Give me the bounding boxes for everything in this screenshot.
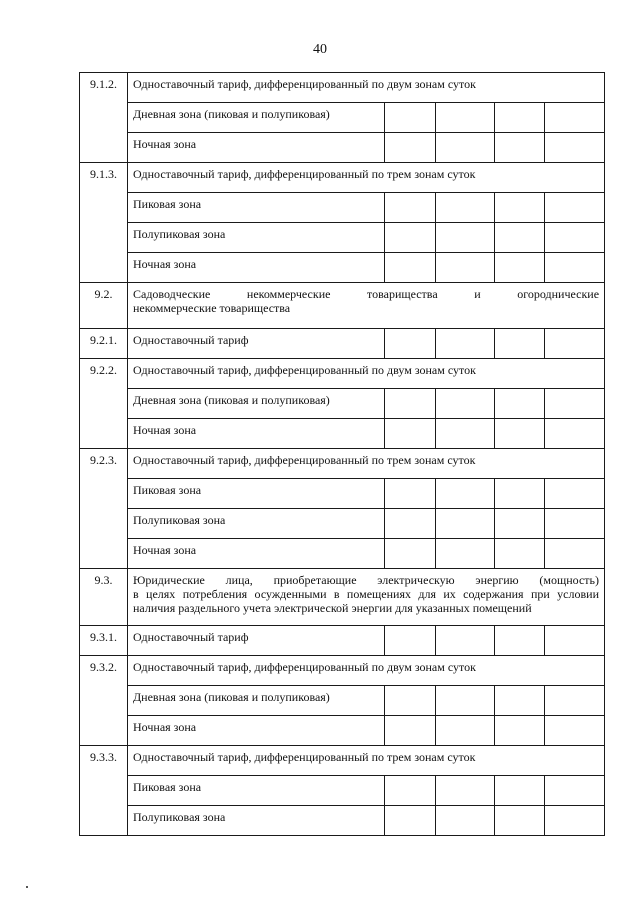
row-number: 9.3.3. <box>80 746 128 836</box>
value-cell <box>545 329 605 359</box>
table-row <box>80 716 605 746</box>
value-cell <box>495 103 545 133</box>
zone-label: Пиковая зона <box>128 776 385 806</box>
value-cell <box>436 539 495 569</box>
category-header-line: некоммерческие товарищества <box>133 301 291 315</box>
zone-label: Ночная зона <box>128 539 385 569</box>
value-cell <box>545 509 605 539</box>
row-number: 9.2.3. <box>80 449 128 569</box>
table-row <box>80 539 605 569</box>
value-cell <box>436 103 495 133</box>
tariff-title: Одноставочный тариф, дифференцированный по трем зонам суток <box>128 163 605 193</box>
zone-label: Ночная зона <box>128 253 385 283</box>
value-cell <box>545 223 605 253</box>
category-header <box>128 283 605 329</box>
row-number: 9.3.2. <box>80 656 128 746</box>
table-row <box>80 626 605 656</box>
value-cell <box>545 806 605 836</box>
value-cell <box>385 103 436 133</box>
table-row <box>80 73 605 103</box>
value-cell <box>495 539 545 569</box>
value-cell <box>495 253 545 283</box>
table-row <box>80 133 605 163</box>
table-row <box>80 656 605 686</box>
zone-label: Пиковая зона <box>128 193 385 223</box>
value-cell <box>385 776 436 806</box>
table-row <box>80 746 605 776</box>
category-header <box>128 569 605 626</box>
value-cell <box>495 716 545 746</box>
value-cell <box>385 539 436 569</box>
table-row <box>80 103 605 133</box>
table-row <box>80 509 605 539</box>
value-cell <box>385 509 436 539</box>
value-cell <box>495 509 545 539</box>
value-cell <box>436 419 495 449</box>
category-header-line: в целях потребления осужденными в помещениях для их содержания при условии <box>133 587 600 601</box>
value-cell <box>545 686 605 716</box>
value-cell <box>385 806 436 836</box>
table-row <box>80 253 605 283</box>
row-number: 9.2. <box>80 283 128 329</box>
table-row <box>80 569 605 626</box>
value-cell <box>436 193 495 223</box>
tariff-title: Одноставочный тариф <box>128 626 385 656</box>
table-row <box>80 449 605 479</box>
category-header-line: Юридические лица, приобретающие электрическую энергию (мощность) <box>133 573 600 587</box>
value-cell <box>436 626 495 656</box>
value-cell <box>545 716 605 746</box>
value-cell <box>545 479 605 509</box>
zone-label: Полупиковая зона <box>128 806 385 836</box>
value-cell <box>436 389 495 419</box>
value-cell <box>545 103 605 133</box>
table-row <box>80 359 605 389</box>
value-cell <box>436 479 495 509</box>
zone-label: Дневная зона (пиковая и полупиковая) <box>128 686 385 716</box>
table-row <box>80 283 605 329</box>
zone-label: Пиковая зона <box>128 479 385 509</box>
table-row <box>80 389 605 419</box>
table-row <box>80 419 605 449</box>
tariff-title: Одноставочный тариф, дифференцированный по двум зонам суток <box>128 656 605 686</box>
value-cell <box>495 686 545 716</box>
value-cell <box>436 223 495 253</box>
scan-speck <box>26 886 28 888</box>
value-cell <box>436 716 495 746</box>
zone-label: Полупиковая зона <box>128 509 385 539</box>
value-cell <box>495 389 545 419</box>
value-cell <box>495 626 545 656</box>
tariff-title: Одноставочный тариф, дифференцированный по двум зонам суток <box>128 73 605 103</box>
row-number: 9.1.3. <box>80 163 128 283</box>
value-cell <box>545 389 605 419</box>
value-cell <box>495 133 545 163</box>
tariff-title: Одноставочный тариф, дифференцированный по трем зонам суток <box>128 746 605 776</box>
value-cell <box>385 133 436 163</box>
table-row <box>80 193 605 223</box>
value-cell <box>545 626 605 656</box>
category-header-line: наличия раздельного учета электрической энергии для указанных помещений <box>133 601 532 615</box>
value-cell <box>436 509 495 539</box>
value-cell <box>495 419 545 449</box>
value-cell <box>385 389 436 419</box>
row-number: 9.3.1. <box>80 626 128 656</box>
value-cell <box>436 776 495 806</box>
value-cell <box>495 776 545 806</box>
table-row <box>80 806 605 836</box>
value-cell <box>385 419 436 449</box>
value-cell <box>545 193 605 223</box>
tariff-title: Одноставочный тариф, дифференцированный по трем зонам суток <box>128 449 605 479</box>
value-cell <box>495 479 545 509</box>
table-row <box>80 479 605 509</box>
value-cell <box>385 253 436 283</box>
table-row <box>80 686 605 716</box>
value-cell <box>385 479 436 509</box>
table-row <box>80 223 605 253</box>
zone-label: Дневная зона (пиковая и полупиковая) <box>128 103 385 133</box>
value-cell <box>385 329 436 359</box>
value-cell <box>436 329 495 359</box>
zone-label: Ночная зона <box>128 133 385 163</box>
value-cell <box>495 329 545 359</box>
zone-label: Ночная зона <box>128 419 385 449</box>
value-cell <box>385 716 436 746</box>
category-header-line: Садоводческие некоммерческие товарищества и огороднические <box>133 287 600 301</box>
tariff-title: Одноставочный тариф <box>128 329 385 359</box>
value-cell <box>545 539 605 569</box>
value-cell <box>436 133 495 163</box>
value-cell <box>436 686 495 716</box>
row-number: 9.2.2. <box>80 359 128 449</box>
value-cell <box>385 686 436 716</box>
value-cell <box>545 419 605 449</box>
value-cell <box>436 253 495 283</box>
table-row <box>80 163 605 193</box>
page-number: 40 <box>313 42 327 57</box>
value-cell <box>385 626 436 656</box>
table-row <box>80 329 605 359</box>
row-number: 9.3. <box>80 569 128 626</box>
row-number: 9.2.1. <box>80 329 128 359</box>
value-cell <box>545 133 605 163</box>
value-cell <box>495 223 545 253</box>
value-cell <box>545 776 605 806</box>
zone-label: Дневная зона (пиковая и полупиковая) <box>128 389 385 419</box>
tariff-title: Одноставочный тариф, дифференцированный по двум зонам суток <box>128 359 605 389</box>
value-cell <box>545 253 605 283</box>
value-cell <box>385 223 436 253</box>
value-cell <box>495 193 545 223</box>
value-cell <box>385 193 436 223</box>
value-cell <box>495 806 545 836</box>
row-number: 9.1.2. <box>80 73 128 163</box>
zone-label: Ночная зона <box>128 716 385 746</box>
tariff-table <box>79 72 605 836</box>
value-cell <box>436 806 495 836</box>
zone-label: Полупиковая зона <box>128 223 385 253</box>
table-row <box>80 776 605 806</box>
